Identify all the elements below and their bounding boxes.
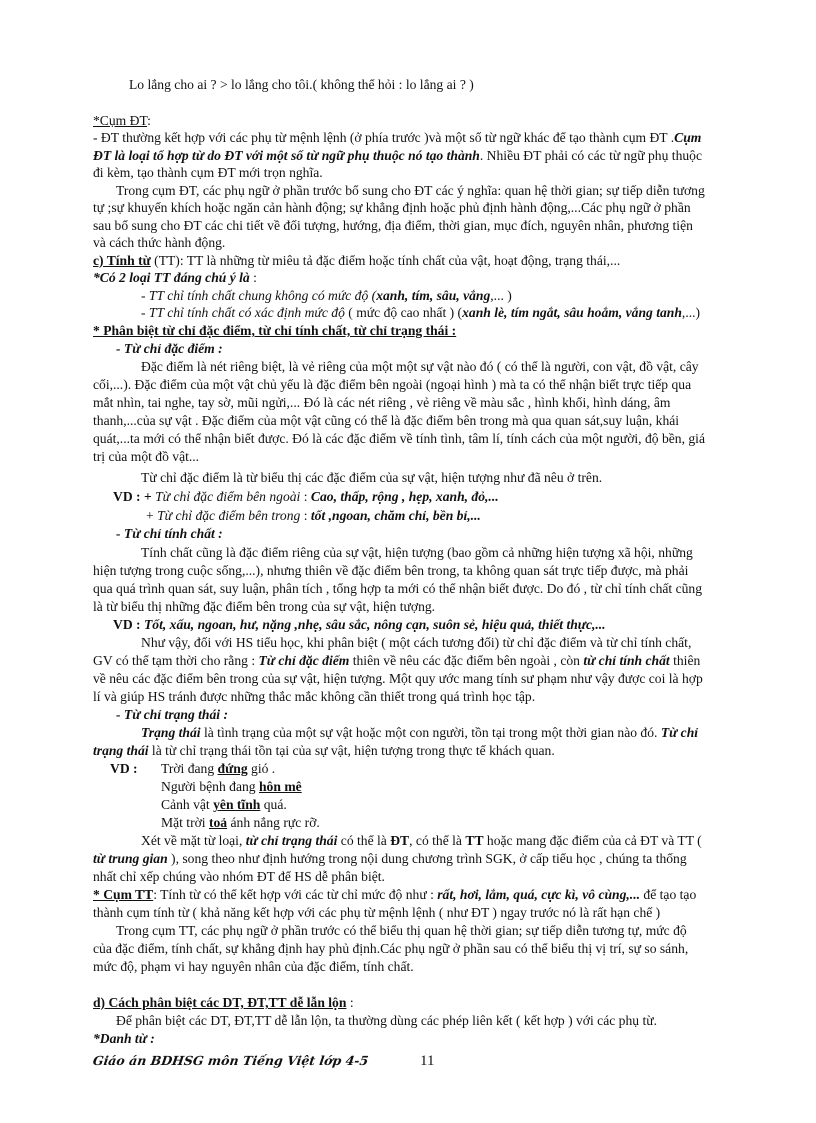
paragraph-line: của đặc điểm, tính chất, sự khẳng định hay phủ định.Các phụ ngữ ở phần sau có thể biểu thị vị trí, sự so sánh, — [93, 941, 689, 956]
paragraph-line: trạng thái là từ chỉ trạng thái tồn tại của sự vật, hiện tượng trong thực tế khách quan. — [93, 743, 555, 758]
paragraph-line: ĐT là loại tổ hợp từ do ĐT với một số từ ngữ phụ thuộc nó tạo thành. Nhiều ĐT phải có các từ ngữ phụ thuộc — [93, 148, 702, 163]
list-item: - TT chỉ tính chất chung không có mức độ (xanh, tím, sâu, vắng,... ) — [141, 288, 512, 303]
paragraph-line: cối,...). Đặc điểm của một vật chủ yếu là đặc điểm bên ngoài (ngoại hình ) mà ta có thể nhận biết trực tiếp qua — [93, 377, 692, 392]
heading-cum-dt: *Cụm ĐT: — [93, 113, 151, 128]
example-line: Cảnh vật yên tĩnh quá. — [161, 797, 287, 812]
paragraph-line: qua quá trình quan sát, suy luận, phân tích , tổng hợp ta mới có thể nhận biết được. Do đó , từ chỉ tính chất cũng — [93, 581, 703, 596]
page-number: 11 — [420, 1053, 435, 1069]
paragraph-line: mắt nhìn, tai nghe, tay sờ, mũi ngửi,... Đó là các nét riêng , vẻ riêng về màu sắc , hình khối, hình dáng, âm — [93, 395, 671, 410]
paragraph-line: thành cụm tính từ ( khả năng kết hợp với các phụ từ mệnh lệnh ( như ĐT ) ngay trước nó là rất hạn chế ) — [93, 905, 661, 920]
paragraph-line: trị của một đồ vật... — [93, 449, 200, 464]
paragraph-line: Như vậy, đối với HS tiểu học, khi phân biệt ( một cách tương đối) từ chỉ đặc điểm và từ chỉ tính chất, — [141, 635, 692, 650]
example-line: VD : + Từ chỉ đặc điểm bên ngoài : Cao, thấp, rộng , hẹp, xanh, đỏ,... — [113, 489, 499, 504]
paragraph-line: Từ chỉ đặc điểm là từ biểu thị các đặc điểm của sự vật, hiện tượng như đã nêu ở trên. — [141, 470, 603, 485]
list-item: - TT chỉ tính chất có xác định mức độ ( mức độ cao nhất ) (xanh lè, tím ngắt, sâu hoắm, vắng tanh,...) — [141, 305, 701, 320]
paragraph-line: Trạng thái là tình trạng của một sự vật hoặc một con người, tồn tại trong một thời gian nào đó. Từ chỉ — [141, 725, 699, 740]
paragraph-line: là từ biểu thị những đặc điểm bên trong của sự vật, hiện tượng. — [93, 599, 436, 614]
example-line: Mặt trời toả ánh nắng rực rỡ. — [161, 815, 320, 830]
heading-tinh-tu: c) Tính từ (TT): TT là những từ miêu tả đặc điểm hoặc tính chất của vật, hoạt động, trạng thái,... — [93, 253, 621, 268]
subheading: - Từ chỉ trạng thái : — [116, 707, 228, 722]
paragraph-line: GV có thể tạm thời cho rằng : Từ chỉ đặc điểm thiên về nêu các đặc điểm bên ngoài , còn từ chỉ tính chất thiên — [93, 653, 701, 668]
paragraph-line: nhất chỉ xếp chúng vào nhóm ĐT để HS dễ phân biệt. — [93, 869, 385, 884]
subheading: - Từ chỉ tính chất : — [116, 526, 223, 541]
example-line: Người bệnh đang hôn mê — [161, 779, 302, 794]
paragraph-line: về nêu các đặc điểm bên trong của sự vật, hiện tượng. Một quy ước mang tính sư phạm như vậy được coi là hợp — [93, 671, 703, 686]
paragraph-line: Đặc điểm là nét riêng biệt, là vẻ riêng của một một sự vật nào đó ( có thể là người, con vật, đồ vật, cây — [141, 359, 699, 374]
paragraph-line: Trong cụm ĐT, các phụ ngữ ở phần trước bổ sung cho ĐT các ý nghĩa: quan hệ thời gian; sự tiếp diễn tương — [116, 183, 705, 198]
example-label: VD : — [110, 761, 138, 776]
footer-brand: Giáo án BDHSG môn Tiếng Việt lớp 4-5 — [91, 1053, 370, 1068]
paragraph-line: sau bổ sung cho ĐT các chi tiết về đối tượng, hướng, địa điểm, thời gian, mục đích, nguyên nhân, phương tiện — [93, 218, 693, 233]
subheading: *Có 2 loại TT đáng chú ý là : — [93, 270, 257, 285]
heading-phan-biet: * Phân biệt từ chỉ đặc điểm, từ chỉ tính chất, từ chỉ trạng thái : — [93, 323, 457, 338]
paragraph-line: Tính chất cũng là đặc điểm riêng của sự vật, hiện tượng (bao gồm cả những hiện tượng xã hội, những — [141, 545, 693, 560]
paragraph-line: từ trung gian ), song theo như định hướng trong nội dung chương trình SGK, ở cấp tiểu học , chúng ta thống — [93, 851, 687, 866]
paragraph-line: đi kèm, tạo thành cụm ĐT mới trọn nghĩa. — [93, 165, 323, 180]
paragraph-line: * Cụm TT: Tính từ có thể kết hợp với các từ chỉ mức độ như : rất, hơi, lắm, quá, cực kì, vô cùng,... để tạo tạo — [93, 887, 697, 902]
paragraph-line: quát,...ta mới có thể nhận biết được. Đó là các đặc điểm về tính tình, tâm lí, tính cách của một người, độ bền, giá — [93, 431, 705, 446]
paragraph-line: Để phân biệt các DT, ĐT,TT dễ lẫn lộn, ta thường dùng các phép liên kết ( kết hợp ) với các phụ từ. — [116, 1013, 657, 1028]
example-line: Trời đang đứng gió . — [161, 761, 276, 776]
paragraph-line: lí và giúp HS tránh được những thắc mắc không cần thiết trong quá trình học tập. — [93, 689, 536, 704]
paragraph-line: và cách thức hành động. — [93, 235, 226, 250]
paragraph-line: Xét về mặt từ loại, từ chỉ trạng thái có thể là ĐT, có thể là TT hoặc mang đặc điểm của cả ĐT và TT ( — [141, 833, 702, 848]
paragraph-line: Trong cụm TT, các phụ ngữ ở phần trước có thể biểu thị quan hệ thời gian; sự tiếp diễn tương tự, mức độ — [116, 923, 687, 938]
paragraph-line: - ĐT thường kết hợp với các phụ từ mệnh lệnh (ở phía trước )và một số từ ngữ khác để tạo thành cụm ĐT .Cụm — [93, 130, 702, 145]
heading-phan-biet-dt-tt: d) Cách phân biệt các DT, ĐT,TT dễ lẫn lộn : — [93, 995, 354, 1010]
example-line: VD : Tốt, xấu, ngoan, hư, nặng ,nhẹ, sâu sắc, nông cạn, suôn sẻ, hiệu quả, thiết thực,... — [113, 617, 606, 632]
subheading: - Từ chỉ đặc điểm : — [116, 341, 223, 356]
example-line: + Từ chỉ đặc điểm bên trong : tốt ,ngoan, chăm chỉ, bền bỉ,... — [146, 508, 481, 523]
paragraph-line: thanh,...của sự vật . Đặc điểm của một vật cũng có thể là đặc điểm bên trong mà qua quan sát,suy luận, khái — [93, 413, 680, 428]
subheading: *Danh từ : — [93, 1031, 155, 1046]
paragraph-line: hiện tượng trong cuộc sống,...), nhưng thiên về đặc điểm bên trong, ta không quan sát trực tiếp được, mà phải — [93, 563, 689, 578]
paragraph-line: mức độ, phạm vi hay nguyên nhân của đặc điểm, tính chất. — [93, 959, 414, 974]
paragraph-line: tự ;sự khuyến khích hoặc ngăn cản hành động; sự khẳng định hoặc phủ định hành động,...Các phụ ngữ ở phần — [93, 200, 691, 215]
paragraph-line: Lo lắng cho ai ? > lo lắng cho tôi.( không thể hỏi : lo lắng ai ? ) — [129, 77, 474, 92]
